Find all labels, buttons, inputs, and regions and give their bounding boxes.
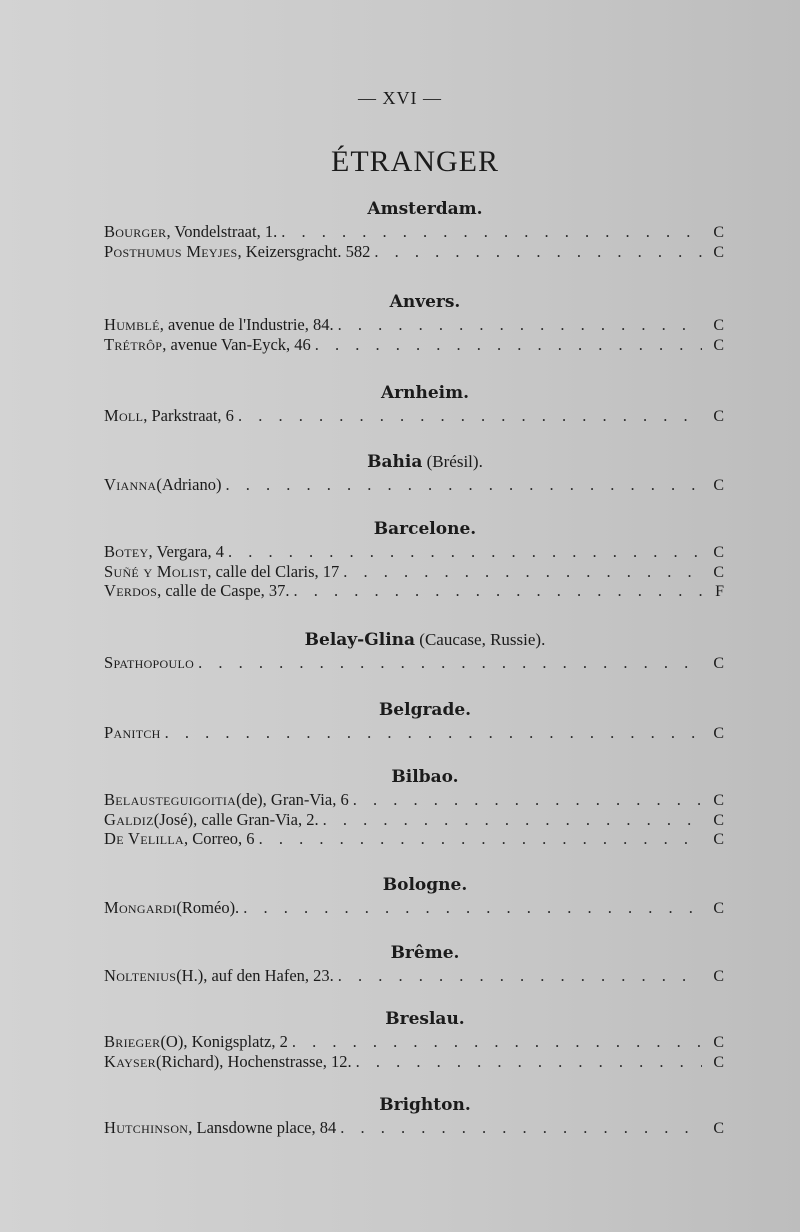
directory-entry — [104, 335, 724, 355]
dot-leader — [338, 966, 702, 986]
city-name: Bilbao. — [391, 767, 459, 787]
entry-code: C — [713, 563, 724, 581]
city-name: Arnheim. — [380, 383, 470, 403]
entry-code: C — [713, 831, 724, 848]
city-heading — [126, 627, 724, 653]
entry-code: C — [713, 1053, 724, 1071]
city-section — [104, 449, 724, 495]
city-heading — [126, 940, 724, 966]
city-section — [104, 627, 724, 673]
dot-leader — [293, 581, 702, 601]
entry-code: C — [713, 224, 724, 241]
entry-address: (Adriano) — [156, 475, 222, 494]
dot-leader — [259, 829, 702, 849]
dot-leader — [338, 315, 702, 335]
city-heading — [126, 380, 724, 406]
entry-code: C — [713, 336, 724, 354]
dot-leader — [292, 1032, 702, 1052]
entry-code: F — [715, 583, 724, 600]
dot-leader — [238, 406, 702, 426]
directory-entry — [104, 898, 724, 918]
entry-address: (de), Gran-Via, 6 — [236, 790, 349, 809]
dot-leader — [356, 1052, 702, 1072]
city-note: (Brésil). — [422, 452, 483, 471]
entry-address: (H.), auf den Hafen, 23. — [176, 966, 334, 985]
entry-code: C — [713, 1120, 724, 1137]
entry-name: Hutchinson — [104, 1118, 189, 1137]
entry-name: Vianna — [104, 475, 157, 494]
entry-name: Belausteguigoitia — [104, 790, 237, 809]
entry-code: C — [713, 968, 724, 985]
city-heading — [126, 289, 724, 315]
dot-leader — [198, 653, 702, 673]
dot-leader — [340, 1118, 702, 1138]
directory-entry — [104, 315, 724, 335]
entry-address: , calle del Claris, 17 — [207, 561, 340, 581]
entry-code: C — [713, 900, 724, 917]
city-name: Barcelone. — [373, 519, 477, 539]
entry-name: Spathopoulo — [104, 653, 195, 672]
entry-address: (O), Konigsplatz, 2 — [160, 1032, 288, 1051]
entry-name: Suñé y Molist — [104, 561, 208, 581]
entry-name: Bourger — [104, 222, 167, 241]
dot-leader — [243, 898, 702, 918]
city-heading — [126, 516, 724, 542]
dot-leader — [165, 723, 702, 743]
city-section — [104, 764, 724, 849]
page-number: — XVI — — [358, 88, 442, 108]
city-name: Bahia — [367, 452, 423, 472]
entry-address: , avenue Van-Eyck, 46 — [162, 334, 311, 354]
city-name: Brême. — [390, 943, 460, 963]
entry-address: (Richard), Hochenstrasse, 12. — [155, 1051, 352, 1071]
entry-code: C — [713, 544, 724, 561]
entry-name: Galdiz — [104, 809, 154, 829]
city-section — [104, 1092, 724, 1138]
city-section — [104, 196, 724, 261]
entry-code: C — [713, 408, 724, 425]
directory-entry — [104, 723, 724, 743]
entry-address: (José), calle Gran-Via, 2. — [153, 809, 319, 829]
entry-code: C — [713, 243, 724, 261]
city-section — [104, 940, 724, 986]
city-heading — [126, 1006, 724, 1032]
city-section — [104, 516, 724, 601]
entry-address: , Correo, 6 — [183, 829, 255, 848]
directory-entry — [104, 653, 724, 673]
entry-name: Noltenius — [104, 966, 177, 985]
directory-entry — [104, 475, 724, 495]
dot-leader — [323, 810, 702, 830]
city-heading — [126, 697, 724, 723]
dot-leader — [228, 542, 702, 562]
city-section — [104, 697, 724, 743]
entry-name: Botey — [104, 542, 149, 561]
directory-entry — [104, 242, 724, 262]
city-heading — [126, 764, 724, 790]
dot-leader — [281, 222, 702, 242]
directory-entry — [104, 222, 724, 242]
directory-entry — [104, 1118, 724, 1138]
page-heading: ÉTRANGER — [331, 145, 499, 178]
entry-name: Brieger — [104, 1032, 161, 1051]
entry-address: , calle de Caspe, 37. — [157, 581, 290, 600]
entry-name: Panitch — [104, 723, 161, 742]
entry-address: , Vergara, 4 — [148, 542, 224, 561]
directory-entry — [104, 810, 724, 830]
entry-code: C — [713, 725, 724, 742]
directory-entry — [104, 581, 724, 601]
entry-name: Moll — [104, 406, 144, 425]
dot-leader — [353, 790, 702, 810]
city-heading — [126, 1092, 724, 1118]
entry-name: Posthumus Meyjes — [104, 241, 238, 261]
city-name: Amsterdam. — [367, 199, 483, 219]
city-section — [104, 289, 724, 354]
entry-code: C — [713, 477, 724, 494]
city-heading — [126, 449, 724, 475]
city-section — [104, 1006, 724, 1071]
entry-address: , avenue de l'Industrie, 84. — [159, 315, 334, 334]
dot-leader — [315, 335, 702, 355]
dot-leader — [374, 242, 702, 262]
directory-entry — [104, 562, 724, 582]
entry-name: Humblé — [104, 315, 160, 334]
entry-address: , Parkstraat, 6 — [143, 406, 234, 425]
entry-code: C — [713, 811, 724, 829]
entry-code: C — [713, 317, 724, 334]
directory-entry — [104, 790, 724, 810]
entry-code: C — [713, 655, 724, 672]
directory-entry — [104, 406, 724, 426]
entry-name: Mongardi — [104, 898, 177, 917]
city-name: Belay-Glina — [304, 630, 416, 650]
city-note: (Caucase, Russie). — [415, 630, 546, 649]
directory-entry — [104, 1032, 724, 1052]
entry-name: Kayser — [104, 1051, 156, 1071]
city-heading — [126, 872, 724, 898]
city-name: Breslau. — [385, 1009, 465, 1029]
city-name: Belgrade. — [378, 700, 472, 720]
entry-address: (Roméo). — [176, 898, 240, 917]
city-section — [104, 872, 724, 918]
city-heading — [126, 196, 724, 222]
entry-code: C — [713, 792, 724, 809]
city-name: Bologne. — [382, 875, 468, 895]
entry-code: C — [713, 1034, 724, 1051]
entry-name: Trétrôp — [104, 334, 163, 354]
dot-leader — [225, 475, 702, 495]
city-section — [104, 380, 724, 426]
directory-entry — [104, 542, 724, 562]
entry-address: , Vondelstraat, 1. — [166, 222, 278, 241]
entry-name: De Velilla — [104, 829, 184, 848]
directory-entry — [104, 1052, 724, 1072]
city-name: Anvers. — [389, 292, 461, 312]
directory-entry — [104, 966, 724, 986]
directory-entry — [104, 829, 724, 849]
entry-address: , Lansdowne place, 84 — [188, 1118, 337, 1137]
entry-address: , Keizersgracht. 582 — [237, 241, 371, 261]
city-name: Brighton. — [379, 1095, 471, 1115]
dot-leader — [343, 562, 702, 582]
entry-name: Verdos — [104, 581, 158, 600]
